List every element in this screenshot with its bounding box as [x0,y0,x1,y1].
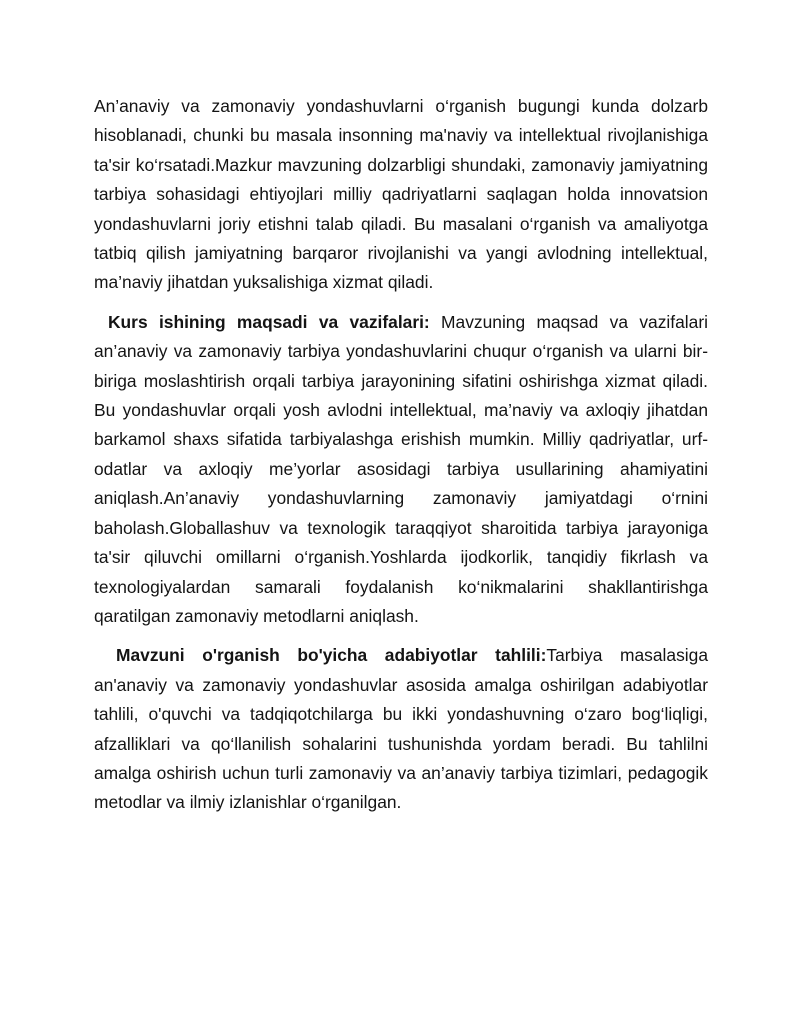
document-page [94,92,708,828]
heading-literature: Mavzuni o'rganish bo'yicha adabiyotlar tahlili: [116,645,547,666]
heading-goals: Kurs ishining maqsadi va vazifalari: [108,311,430,332]
paragraph-literature-text: Tarbiya masalasiga an'anaviy va zamonaviy yondashuvlar asosida amalga oshirilgan adabiyotlar tahlili, o'quvchi va tadqiqotchilarga bu ikki yondashuvning o‘zaro bog‘liqligi, afzalliklari va qo‘llanilish sohalarini tushunishda yordam beradi. Bu tahlilni amalga oshirish uchun turli zamonaviy va an’anaviy tarbiya tizimlari, pedagogik metodlar va ilmiy izlanishlar o‘rganilgan. [94,645,708,813]
paragraph-goals [94,308,708,631]
paragraph-relevance-text: An’anaviy va zamonaviy yondashuvlarni o‘rganish bugungi kunda dolzarb hisoblanadi, chunki bu masala insonning ma'naviy va intellektual rivojlanishiga ta'sir ko‘rsatadi.Mazkur mavzuning dolzarbligi shundaki, zamonaviy jamiyatning tarbiya sohasidagi ehtiyojlari milliy qadriyatlarni saqlagan holda innovatsion yondashuvlarni joriy etishni talab qiladi. Bu masalani o‘rganish va amaliyotga tatbiq qilish jamiyatning barqaror rivojlanishi va yangi avlodning intellektual, ma’naviy jihatdan yuksalishiga xizmat qiladi. [94,96,708,293]
paragraph-literature [94,641,708,817]
paragraph-relevance [94,92,708,298]
paragraph-goals-text: Mavzuning maqsad va vazifalari an’anaviy va zamonaviy tarbiya yondashuvlarini chuqur o‘rganish va ularni bir-biriga moslashtirish orqali tarbiya jarayonining sifatini oshirishga xizmat qiladi. Bu yondashuvlar orqali yosh avlodni intellektual, ma’naviy va axloqiy jihatdan barkamol shaxs sifatida tarbiyalashga erishish mumkin. Milliy qadriyatlar, urf-odatlar va axloqiy me’yorlar asosidagi tarbiya usullarining ahamiyatini aniqlash.An’anaviy yondashuvlarning zamonaviy jamiyatdagi o‘rnini baholash.Globallashuv va texnologik taraqqiyot sharoitida tarbiya jarayoniga ta'sir qiluvchi omillarni o‘rganish.Yoshlarda ijodkorlik, tanqidiy fikrlash va texnologiyalardan samarali foydalanish ko‘nikmalarini shakllantirishga qaratilgan zamonaviy metodlarni aniqlash. [94,311,708,626]
